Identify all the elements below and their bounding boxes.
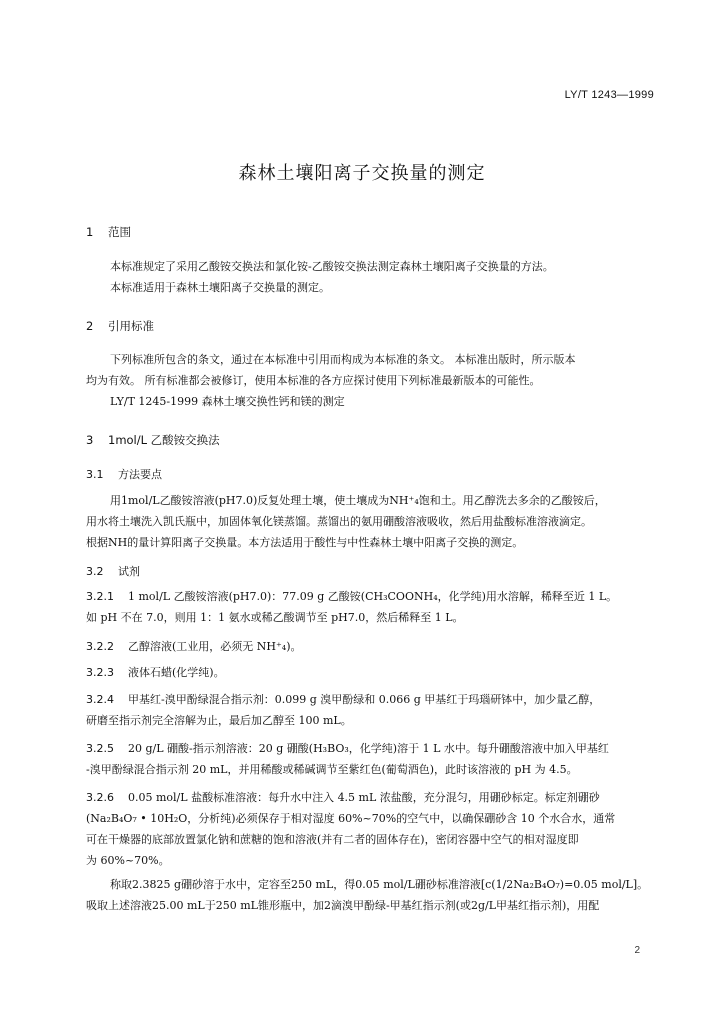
section-3-heading [86, 432, 220, 448]
clause-3-2-6-continued [86, 874, 656, 916]
paragraph-line: 如 pH 不在 7.0，则用 1：1 氨水或稀乙酸调节至 pH7.0，然后稀释至 1 L。 [86, 611, 464, 624]
clause-3-2-1 [86, 586, 656, 628]
clause-number: 3.2.3 [86, 666, 114, 679]
section-title: 引用标准 [108, 319, 154, 333]
paragraph-line: 根据NH的量计算阳离子交换量。本方法适用于酸性与中性森林土壤中阳离子交换的测定。 [86, 536, 524, 549]
paragraph-line: 下列标准所包含的条文，通过在本标准中引用而构成为本标准的条文。 本标准出版时，所示版本 [110, 353, 576, 366]
clause-3-2-5 [86, 738, 656, 780]
paragraph-line: 为 60%~70%。 [86, 854, 170, 867]
section-number: 2 [86, 319, 94, 333]
paragraph-line: 可在干燥器的底部放置氯化钠和蔗糖的饱和溶液(并有二者的固体存在)，密闭容器中空气的相对湿度即 [86, 833, 579, 846]
paragraph-line: 0.05 mol/L 盐酸标准溶液：每升水中注入 4.5 mL 浓盐酸，充分混匀，用硼砂标定。标定剂硼砂 [128, 791, 600, 804]
paragraph-line: 本标准规定了采用乙酸铵交换法和氯化铵-乙酸铵交换法测定森林土壤阳离子交换量的方法。 [110, 260, 554, 273]
page-number: 2 [634, 945, 640, 956]
standard-code: LY/T 1243—1999 [564, 89, 654, 101]
clause-number: 3.2.1 [86, 590, 114, 603]
section-title: 范围 [108, 225, 131, 239]
paragraph-line: (Na₂B₄O₇ • 10H₂O，分析纯)必须保存于相对湿度 60%~70%的空气中，以确保硼砂含 10 个水合水，通常 [86, 812, 616, 825]
section-1-heading [86, 224, 131, 240]
subsection-number: 3.1 [86, 468, 104, 481]
section-title: 1mol/L 乙酸铵交换法 [108, 433, 220, 447]
clause-number: 3.2.4 [86, 693, 114, 706]
section-2-heading [86, 318, 154, 334]
paragraph-line: 本标准适用于森林土壤阳离子交换量的测定。 [110, 281, 330, 294]
clause-3-2-3 [86, 662, 656, 683]
clause-number: 3.2.2 [86, 640, 114, 653]
clause-3-2-4 [86, 689, 656, 731]
paragraph-line: 液体石蜡(化学纯)。 [128, 666, 225, 679]
paragraph-line: 研磨至指示剂完全溶解为止，最后加乙醇至 100 mL。 [86, 714, 352, 727]
subsection-title: 方法要点 [118, 468, 162, 481]
section-2-body [86, 349, 656, 412]
paragraph-line: 1 mol/L 乙酸铵溶液(pH7.0)：77.09 g 乙酸铵(CH₃COONH₄，化学纯)用水溶解，稀释至近 1 L。 [128, 590, 618, 603]
clause-3-2-6 [86, 787, 656, 871]
clause-number: 3.2.6 [86, 791, 114, 804]
paragraph-line: 称取2.3825 g硼砂溶于水中，定容至250 mL，得0.05 mol/L硼砂标准溶液[c(1/2Na₂B₄O₇)=0.05 mol/L]。 [110, 878, 649, 891]
page-title: 森林土壤阳离子交换量的测定 [238, 163, 486, 184]
paragraph-line: 乙醇溶液(工业用，必须无 NH⁺₄)。 [128, 640, 302, 653]
reference-line: LY/T 1245-1999 森林土壤交换性钙和镁的测定 [110, 395, 345, 408]
section-1-body [86, 256, 656, 298]
section-number: 3 [86, 433, 94, 447]
paragraph-line: -溴甲酚绿混合指示剂 20 mL，并用稀酸或稀碱调节至紫红色(葡萄酒色)，此时该溶液的 pH 为 4.5。 [86, 763, 578, 776]
paragraph-line: 甲基红-溴甲酚绿混合指示剂：0.099 g 溴甲酚绿和 0.066 g 甲基红于玛瑙研钵中，加少量乙醇， [128, 693, 601, 706]
subsection-3-1-heading [86, 466, 162, 482]
subsection-3-1-body [86, 490, 656, 553]
clause-number: 3.2.5 [86, 742, 114, 755]
clause-3-2-2 [86, 636, 656, 657]
paragraph-line: 用1mol/L乙酸铵溶液(pH7.0)反复处理土壤，使土壤成为NH⁺₄饱和土。用乙醇洗去多余的乙酸铵后， [110, 494, 606, 507]
section-number: 1 [86, 225, 94, 239]
subsection-number: 3.2 [86, 565, 104, 578]
subsection-title: 试剂 [118, 565, 140, 578]
paragraph-line: 20 g/L 硼酸-指示剂溶液：20 g 硼酸(H₃BO₃，化学纯)溶于 1 L 水中。每升硼酸溶液中加入甲基红 [128, 742, 609, 755]
subsection-3-2-heading [86, 563, 140, 579]
paragraph-line: 吸取上述溶液25.00 mL于250 mL锥形瓶中，加2滴溴甲酚绿-甲基红指示剂(或2g/L甲基红指示剂)，用配 [86, 899, 600, 912]
paragraph-line: 用水将土壤洗入凯氏瓶中，加固体氧化镁蒸馏。蒸馏出的氨用硼酸溶液吸收，然后用盐酸标准溶液滴定。 [86, 515, 592, 528]
paragraph-line: 均为有效。 所有标准都会被修订，使用本标准的各方应探讨使用下列标准最新版本的可能性。 [86, 374, 541, 387]
